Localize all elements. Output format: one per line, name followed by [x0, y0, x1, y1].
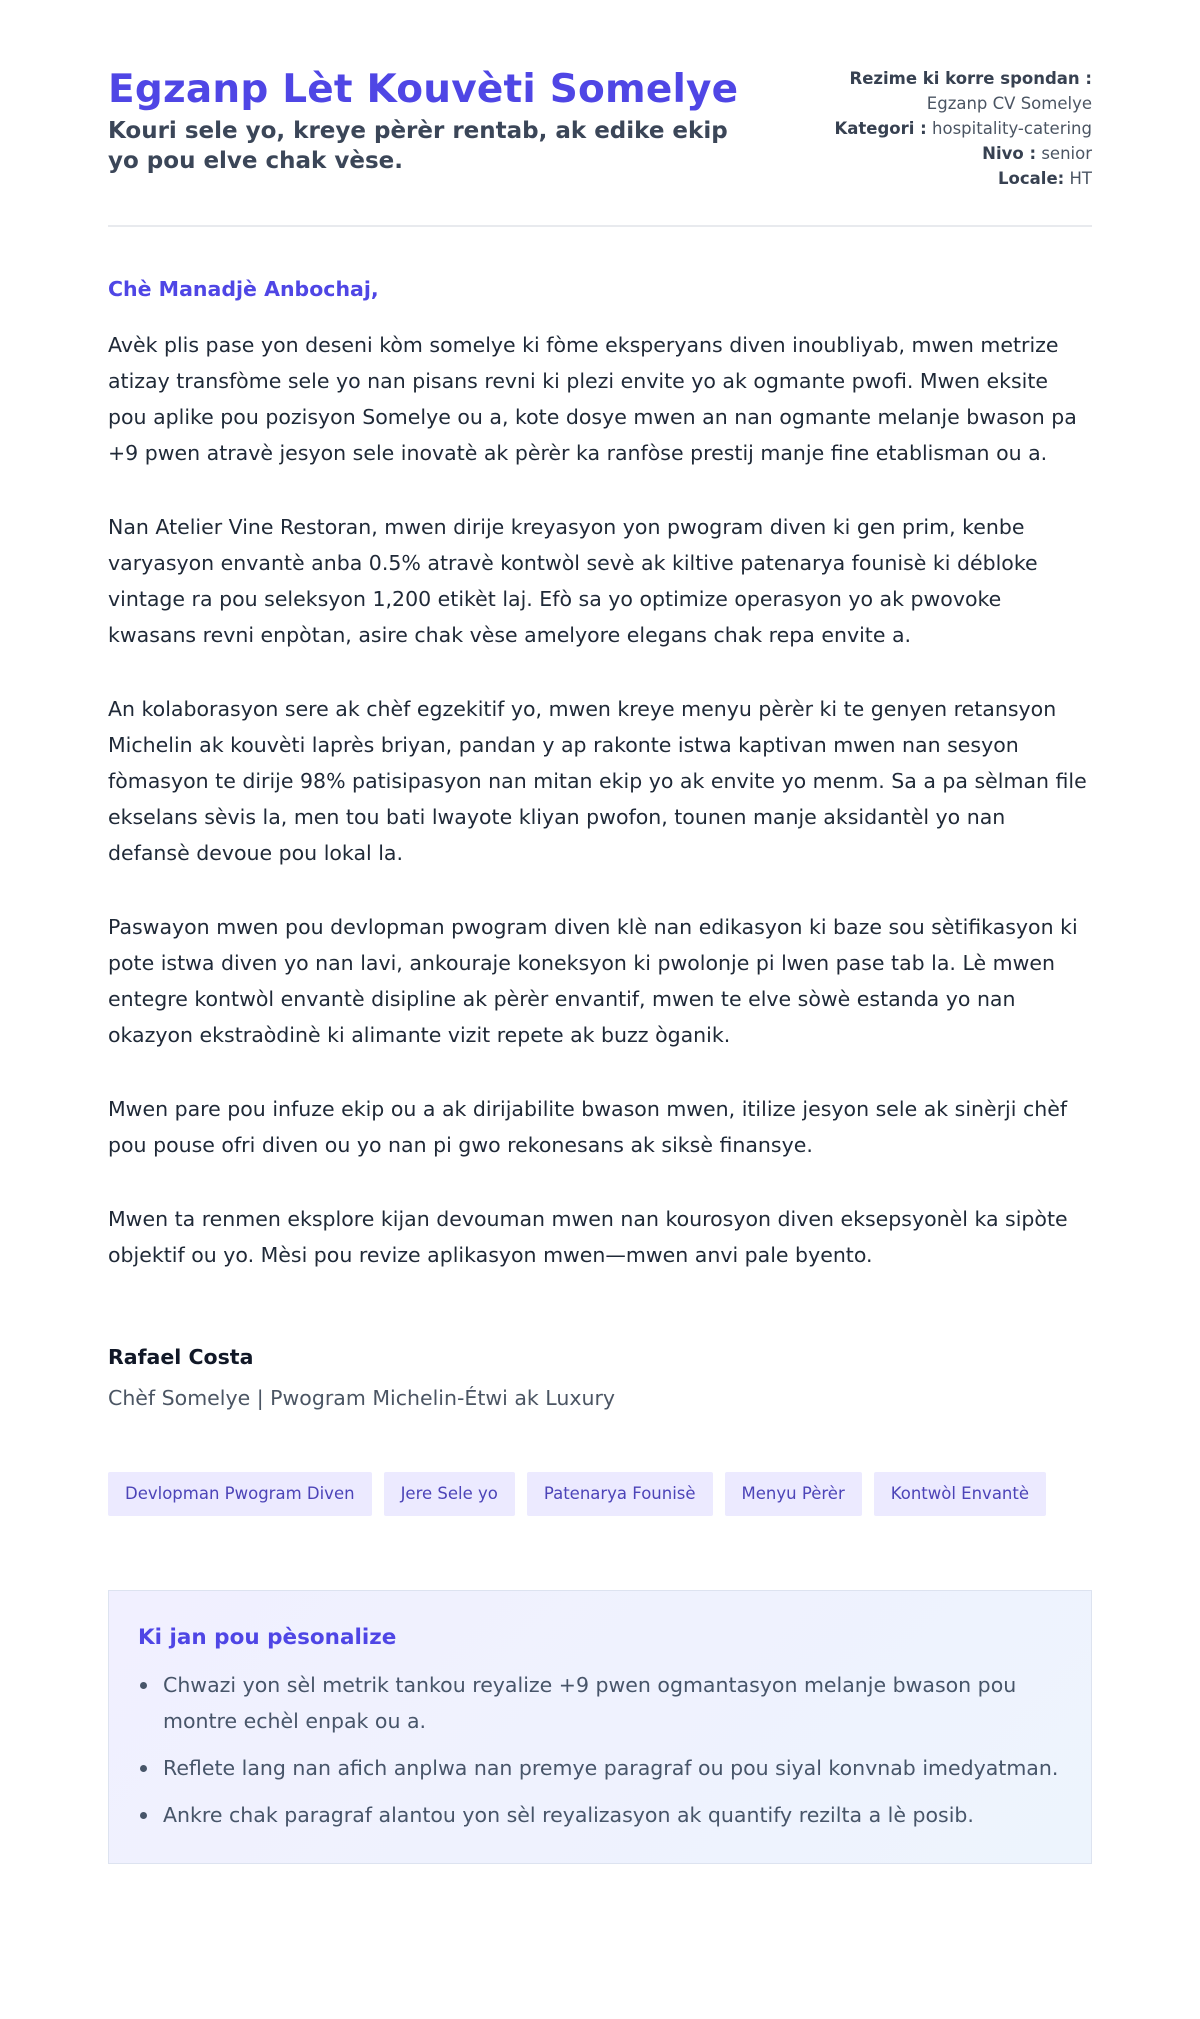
page-subtitle: Kouri sele yo, kreye pèrèr rentab, ak edike ekip yo pou elve chak vèse.	[108, 118, 728, 174]
skill-tags	[108, 1472, 1092, 1516]
tag-pairing-menu: Menyu Pèrèr	[725, 1472, 862, 1516]
tips-list	[138, 1667, 1062, 1833]
bullet-icon	[140, 1812, 147, 1819]
level-row	[835, 141, 1093, 166]
tip-text: Ankre chak paragraf alantou yon sèl reyalizasyon ak quantify rezilta a lè posib.	[163, 1803, 974, 1827]
resume-link[interactable]: Egzanp CV Somelye	[926, 94, 1092, 113]
resume-label: Rezime ki korre spondan :	[849, 69, 1092, 88]
meta-info	[835, 66, 1093, 191]
paragraph-5: Mwen pare pou infuze ekip ou a ak dirijabilite bwason mwen, itilize jesyon sele ak sinèrji chèf pou pouse ofri diven ou yo nan pi gwo rekonesans ak siksè finansye.	[108, 1097, 1068, 1157]
locale-value: HT	[1069, 169, 1092, 188]
tag-supplier-partnership: Patenarya Founisè	[527, 1472, 713, 1516]
level-label: Nivo :	[982, 144, 1037, 163]
paragraph-1: Avèk plis pase yon deseni kòm somelye ki fòme eksperyans diven inoubliyab, mwen metrize atizay transfòme sele yo nan pisans revni ki plezi envite yo ak ogmante pwofi. Mwen eksite pou aplike pou pozisyon Somelye ou a, kote dosye mwen an nan ogmante melanje bwason pa +9 pwen atravè jesyon sele inovatè ak pèrèr ka ranfòse prestij manje fine etablisman ou a.	[108, 333, 1077, 465]
bullet-icon	[140, 1682, 147, 1689]
tip-item	[138, 1797, 1062, 1833]
signature-name: Rafael Costa	[108, 1345, 254, 1369]
level-value: senior	[1041, 144, 1092, 163]
locale-row	[835, 166, 1093, 191]
bullet-icon	[140, 1765, 147, 1772]
category-value: hospitality-catering	[932, 119, 1092, 138]
category-row	[835, 116, 1093, 141]
tag-inventory-control: Kontwòl Envantè	[874, 1472, 1046, 1516]
header-titles	[108, 66, 748, 176]
customization-tips	[108, 1590, 1092, 1864]
salutation: Chè Manadjè Anbochaj,	[108, 277, 379, 301]
paragraph-6: Mwen ta renmen eksplore kijan devouman mwen nan kourosyon diven eksepsyonèl ka sipòte objektif ou yo. Mèsi pou revize aplikasyon mwen—mwen anvi pale byento.	[108, 1207, 1068, 1267]
tag-cellar-management: Jere Sele yo	[384, 1472, 515, 1516]
paragraph-4: Paswayon mwen pou devlopman pwogram diven klè nan edikasyon ki baze sou sètifikasyon ki pote istwa diven yo nan lavi, ankouraje koneksyon ki pwolonje pi lwen pase tab la. Lè mwen entegre kontwòl envantè disipline ak pèrèr envantif, mwen te elve sòwè estanda yo nan okazyon ekstraòdinè ki alimante vizit repete ak buzz òganik.	[108, 915, 1078, 1047]
locale-label: Locale:	[998, 169, 1065, 188]
tip-text: Reflete lang nan afich anplwa nan premye paragraf ou pou siyal konvnab imedyatman.	[163, 1756, 1059, 1780]
page-header	[108, 66, 1092, 227]
signature-title: Chèf Somelye | Pwogram Michelin-Étwi ak Luxury	[108, 1386, 616, 1410]
tag-wine-program: Devlopman Pwogram Diven	[108, 1472, 372, 1516]
tip-item	[138, 1667, 1062, 1739]
tip-text: Chwazi yon sèl metrik tankou reyalize +9 pwen ogmantasyon melanje bwason pou montre echèl enpak ou a.	[163, 1673, 1017, 1733]
tip-item	[138, 1750, 1062, 1786]
page-title: Egzanp Lèt Kouvèti Somelye	[108, 67, 739, 112]
paragraph-3: An kolaborasyon sere ak chèf egzekitif yo, mwen kreye menyu pèrèr ki te genyen retansyon Michelin ak kouvèti laprès briyan, pandan y ap rakonte istwa kaptivan mwen nan sesyon fòmasyon te dirije 98% patisipasyon nan mitan ekip yo ak envite yo menm. Sa a pa sèlman file ekselans sèvis la, men tou bati lwayote kliyan pwofon, tounen manje aksidantèl yo nan defansè devoue pou lokal la.	[108, 697, 1087, 865]
tips-title: Ki jan pou pèsonalize	[138, 1625, 397, 1650]
paragraph-2: Nan Atelier Vine Restoran, mwen dirije kreyasyon yon pwogram diven ki gen prim, kenbe varyasyon envantè anba 0.5% atravè kontwòl sevè ak kiltive patenarya founisè ki débloke vintage ra pou seleksyon 1,200 etikèt laj. Efò sa yo optimize operasyon yo ak pwovoke kwasans revni enpòtan, asire chak vèse amelyore elegans chak repa envite a.	[108, 515, 1038, 647]
category-label: Kategori :	[834, 119, 927, 138]
signature-block	[108, 1343, 1092, 1412]
letter-body	[108, 327, 1092, 1273]
